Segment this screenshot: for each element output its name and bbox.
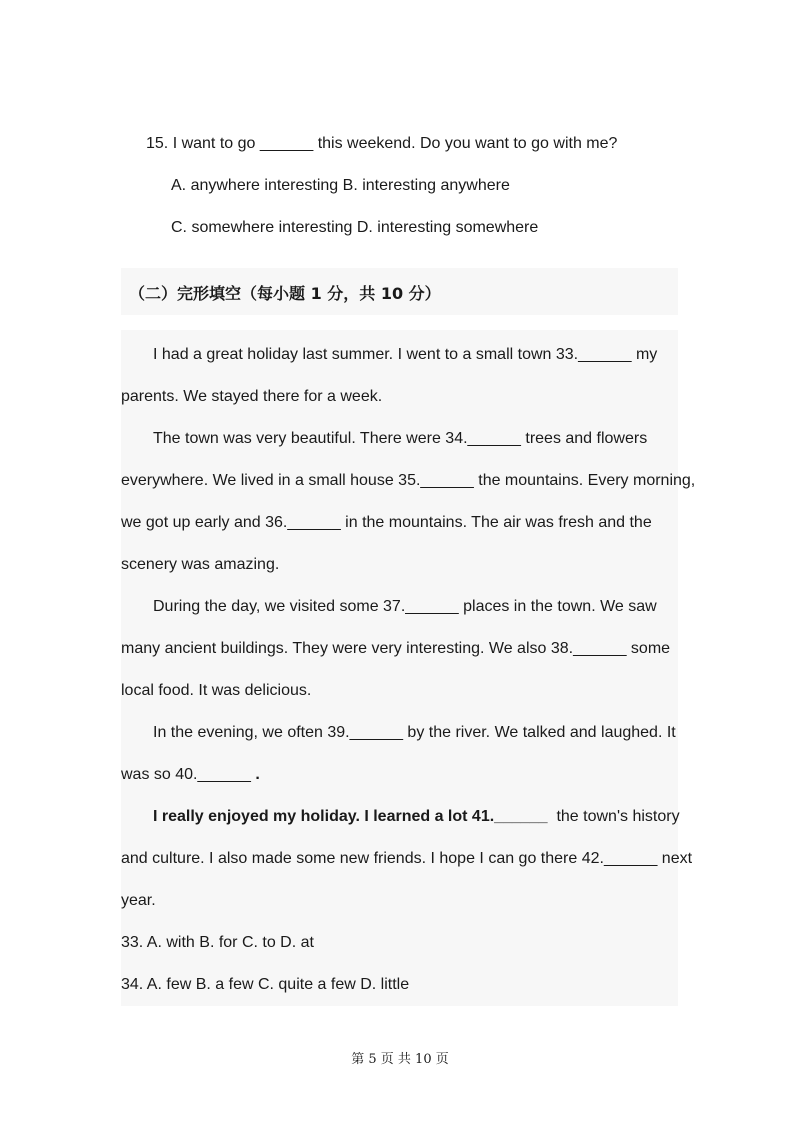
passage-line: local food. It was delicious. bbox=[121, 682, 312, 699]
passage-line bbox=[121, 766, 260, 784]
passage-line: The town was very beautiful. There were 34.______ trees and flowers bbox=[153, 430, 648, 447]
passage-line: scenery was amazing. bbox=[121, 556, 280, 573]
answer-options-34: 34. A. few B. a few C. quite a few D. little bbox=[121, 976, 410, 993]
passage-line: we got up early and 36.______ in the mountains. The air was fresh and the bbox=[121, 514, 652, 531]
passage-line: year. bbox=[121, 892, 156, 909]
section-title: （二）完形填空（每小题 1 分，共 10 分） bbox=[129, 284, 441, 303]
passage-line bbox=[153, 808, 680, 826]
passage-line: In the evening, we often 39.______ by the river. We talked and laughed. It bbox=[153, 724, 676, 741]
question-15-stem: 15. I want to go ______ this weekend. Do you want to go with me? bbox=[146, 135, 618, 152]
passage-text: was so 40.______ bbox=[121, 766, 251, 783]
passage-line: and culture. I also made some new friends. I hope I can go there 42.______ next bbox=[121, 850, 693, 867]
passage-bold-sentence: I really enjoyed my holiday. I learned a lot 41.______ bbox=[153, 808, 548, 825]
passage-period: . bbox=[250, 766, 260, 783]
passage-line: parents. We stayed there for a week. bbox=[121, 388, 383, 405]
passage-line: many ancient buildings. They were very interesting. We also 38.______ some bbox=[121, 640, 671, 657]
answer-options-33: 33. A. with B. for C. to D. at bbox=[121, 934, 314, 951]
passage-line: everywhere. We lived in a small house 35.______ the mountains. Every morning, bbox=[121, 472, 696, 489]
question-15-options-cd: C. somewhere interesting D. interesting somewhere bbox=[171, 219, 539, 236]
page-footer: 第 5 页 共 10 页 bbox=[351, 1052, 449, 1067]
passage-text: the town's history bbox=[547, 808, 680, 825]
passage-line: During the day, we visited some 37.______ places in the town. We saw bbox=[153, 598, 657, 615]
passage-line: I had a great holiday last summer. I went to a small town 33.______ my bbox=[153, 346, 658, 363]
question-15-options-ab: A. anywhere interesting B. interesting anywhere bbox=[171, 177, 510, 194]
